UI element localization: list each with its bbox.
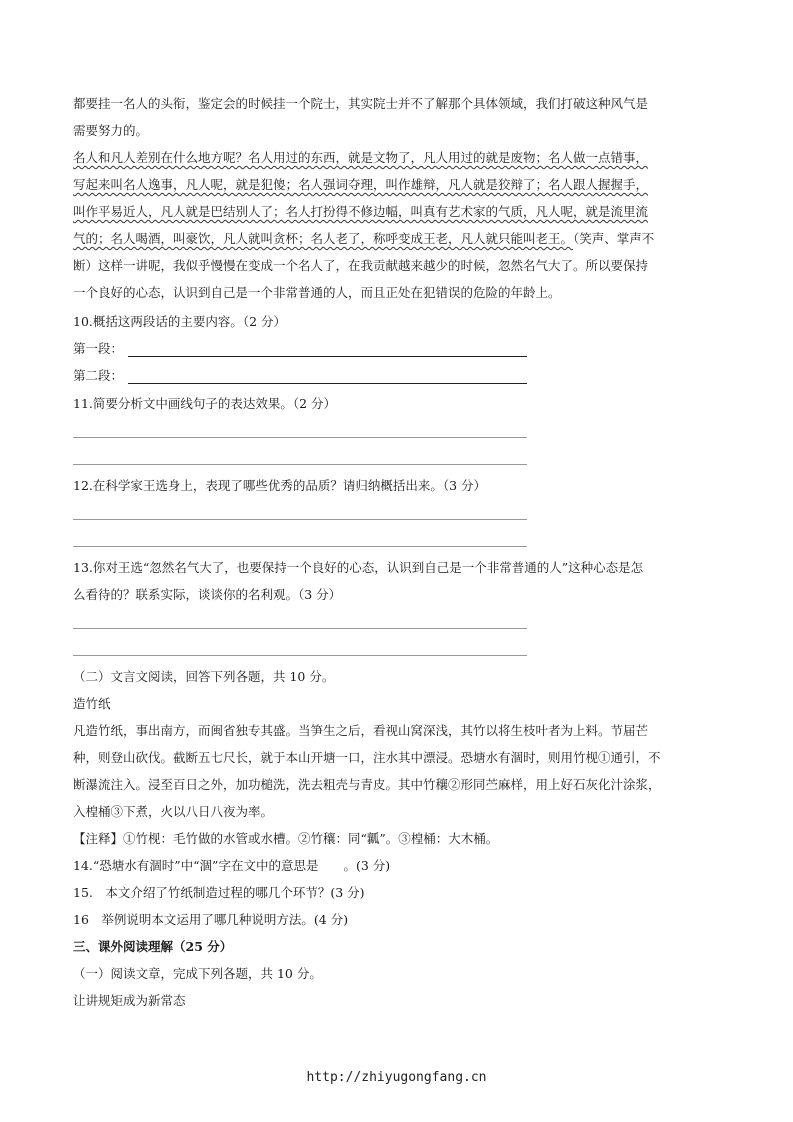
- classical-title: 造竹纸: [73, 696, 111, 711]
- q10-label-first: 第一段：: [73, 341, 124, 356]
- classical-line-2: 种，则登山砍伐。截断五七尺长，就于本山开塘一口，注水其中漂浸。恐塘水有涸时，则用竹枧①通引，不: [73, 750, 661, 765]
- passage-p1-line1: 都要挂一名人的头衔，鉴定会的时候挂一个院士，其实院士并不了解那个具体领域，我们打破这种风气是: [73, 96, 649, 111]
- footer-url[interactable]: http://zhiyugongfang.cn: [306, 1070, 487, 1085]
- classical-notes: 【注释】①竹枧：毛竹做的水管或水槽。②竹穰：同“瓤”。③楻桶：大木桶。: [73, 831, 499, 846]
- q10-answer-line-1[interactable]: [128, 356, 527, 357]
- wavy-underlined-line-1: 名人和凡人差别在什么地方呢？名人用过的东西，就是文物了，凡人用过的就是废物；名人做一点错事，: [73, 150, 649, 165]
- classical-line-3: 断瀑流注入。浸至百日之外，加功槌洗，洗去粗壳与青皮。其中竹穰②形同苎麻样，用上好石灰化汁涂浆，: [73, 777, 661, 792]
- classical-line-4: 入楻桶③下煮，火以八日八夜为率。: [73, 804, 274, 819]
- passage-p1-line2: 需要努力的。: [73, 123, 149, 138]
- question-14: 14.“恐塘水有涸时”中“涸”字在文中的意思是 。(3 分): [73, 858, 391, 873]
- question-13-line2: 么看待的？联系实际，谈谈你的名利观。（3 分）: [73, 587, 342, 602]
- q11-answer-line-1[interactable]: [73, 437, 527, 438]
- q12-answer-line-2[interactable]: [73, 546, 527, 547]
- wavy-underlined-line-3: 叫作平易近人，凡人就是巴结别人了；名人打扮得不修边幅，叫真有艺术家的气质，凡人呢，就是流里流: [73, 204, 649, 219]
- classical-section-heading: （二）文言文阅读，回答下列各题，共 10 分。: [73, 669, 335, 684]
- passage-p2-line4: [73, 230, 654, 248]
- question-13-line1: 13.你对王选“忽然名气大了，也要保持一个良好的心态，认识到自己是一个非常普通的人”这种心态是怎: [73, 560, 644, 575]
- question-12: 12.在科学家王选身上，表现了哪些优秀的品质？请归纳概括出来。（3 分）: [73, 478, 487, 493]
- wavy-underlined-line-2: 写起来叫名人逸事，凡人呢，就是犯傻；名人强词夺理，叫作雄辩，凡人就是狡辩了；名人跟人握握手，: [73, 177, 649, 192]
- q10-label-second: 第二段：: [73, 368, 124, 383]
- question-11: 11.简要分析文中画线句子的表达效果。（2 分）: [73, 396, 337, 411]
- passage-p2-line4-rest: （笑声、掌声不: [573, 231, 655, 246]
- q11-answer-line-2[interactable]: [73, 464, 527, 465]
- section-3-article-title: 让讲规矩成为新常态: [73, 993, 186, 1008]
- q10-answer-line-2[interactable]: [128, 383, 527, 384]
- q13-answer-line-1[interactable]: [73, 628, 527, 629]
- question-16: 16 举例说明本文运用了哪几种说明方法。(4 分): [73, 912, 349, 927]
- passage-p2-line6: 一个良好的心态，认识到自己是一个非常普通的人，而且正处在犯错误的危险的年龄上。: [73, 285, 561, 300]
- q12-answer-line-1[interactable]: [73, 519, 527, 520]
- section-3-subheading: （一）阅读文章，完成下列各题，共 10 分。: [73, 966, 322, 981]
- wavy-underlined-line-4: 气的；名人喝酒，叫豪饮，凡人就叫贪杯；名人老了，称呼变成王老，凡人就只能叫老王。: [73, 231, 574, 246]
- section-3-heading: 三、课外阅读理解（25 分）: [73, 939, 233, 954]
- passage-p2-line5: 断）这样一讲呢，我似乎慢慢在变成一个名人了，在我贡献越来越少的时候，忽然名气大了。所以要保持: [73, 258, 649, 273]
- q13-answer-line-2[interactable]: [73, 655, 527, 656]
- classical-line-1: 凡造竹纸，事出南方，而闽省独专其盛。当笋生之后，看视山窝深浅，其竹以将生枝叶者为上料。节届芒: [73, 723, 649, 738]
- question-10: 10.概括这两段话的主要内容。（2 分）: [73, 314, 287, 329]
- question-15: 15. 本文介绍了竹纸制造过程的哪几个环节？(3 分): [73, 885, 365, 900]
